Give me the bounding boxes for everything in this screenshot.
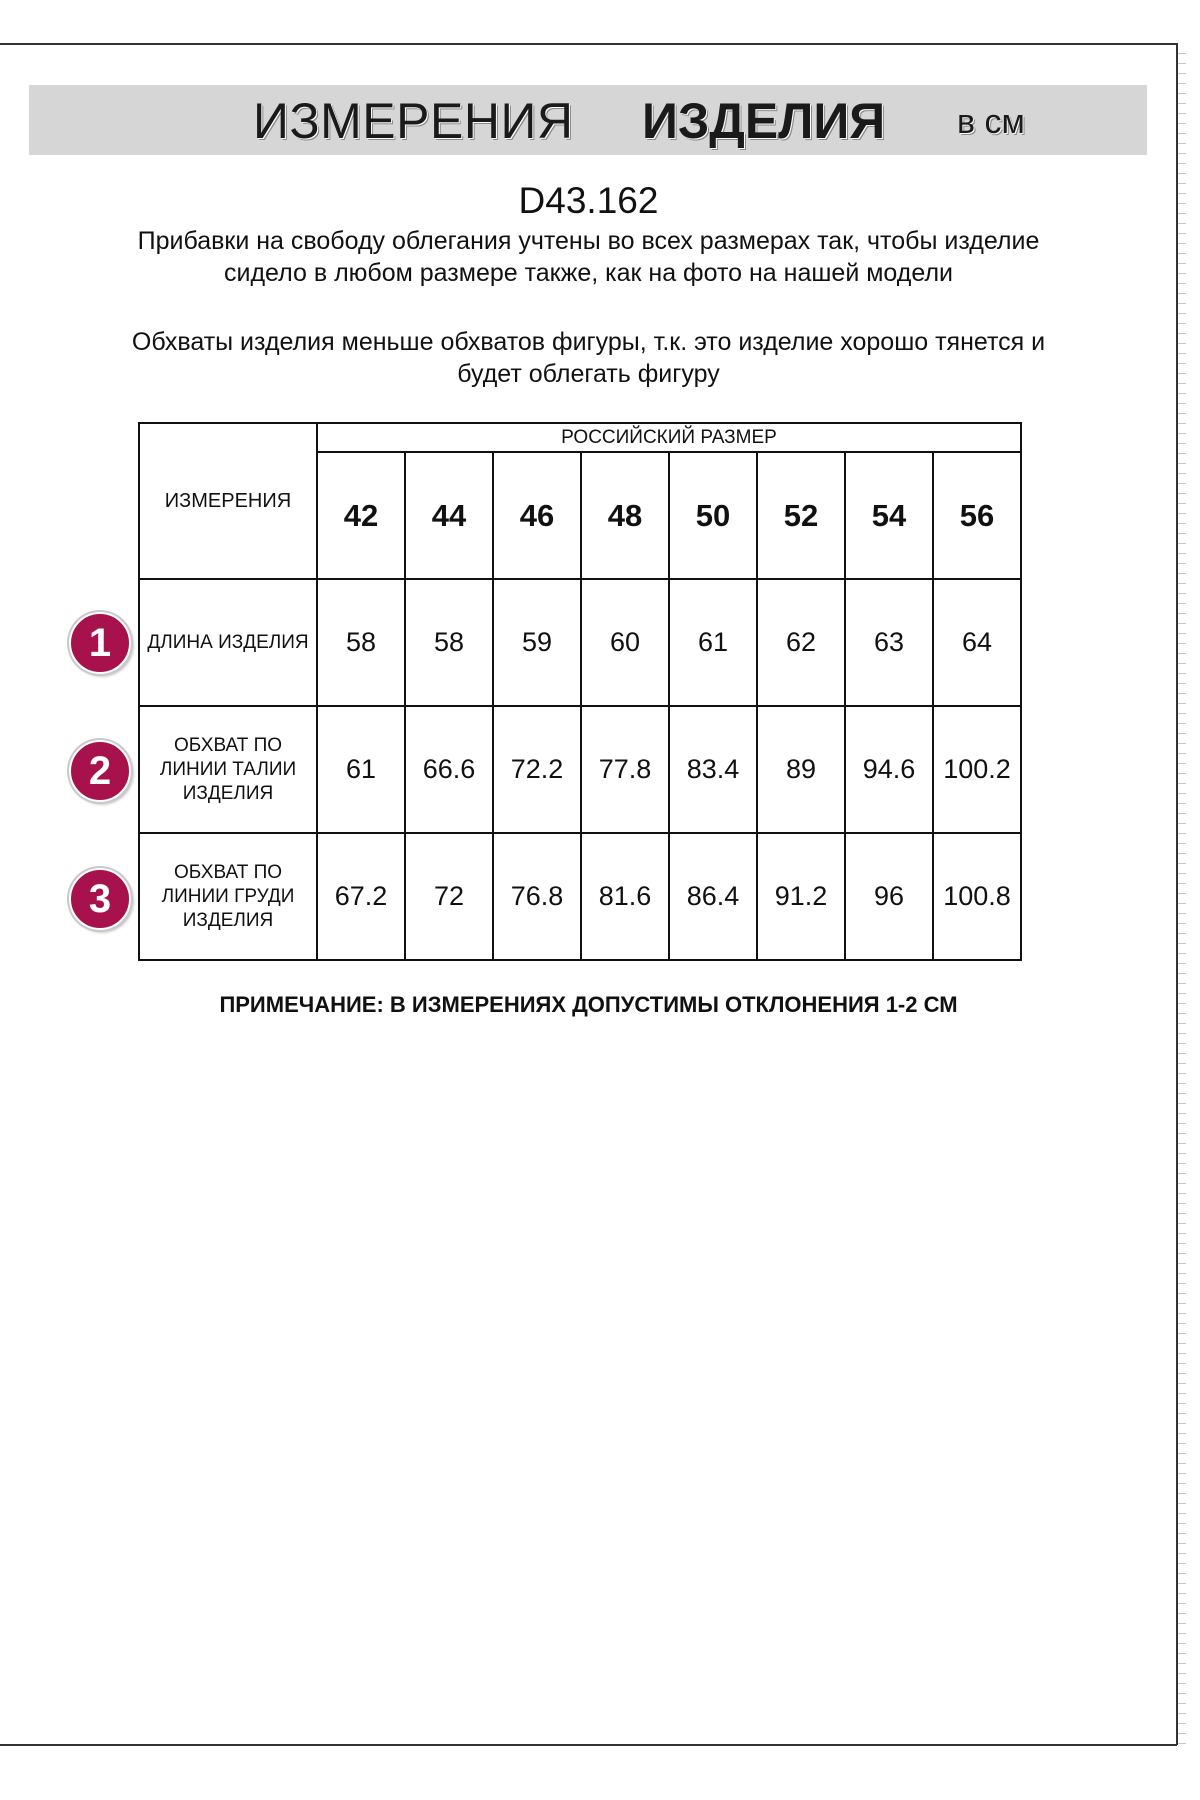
title-bar bbox=[29, 85, 1147, 155]
table-cell: 94.6 bbox=[845, 706, 933, 833]
size-header: 48 bbox=[581, 452, 669, 579]
row-label: ОБХВАТ ПО ЛИНИИ ГРУДИ ИЗДЕЛИЯ bbox=[139, 833, 317, 960]
row-label: ОБХВАТ ПО ЛИНИИ ТАЛИИ ИЗДЕЛИЯ bbox=[139, 706, 317, 833]
table-cell: 67.2 bbox=[317, 833, 405, 960]
table-cell: 64 bbox=[933, 579, 1021, 706]
page-frame-bottom bbox=[0, 1744, 1177, 1746]
table-cell: 77.8 bbox=[581, 706, 669, 833]
table-row-chest bbox=[139, 833, 1021, 960]
table-cell: 58 bbox=[317, 579, 405, 706]
title-measurements: ИЗМЕРЕНИЯ bbox=[253, 93, 574, 149]
table-cell: 58 bbox=[405, 579, 493, 706]
table-cell: 61 bbox=[669, 579, 757, 706]
size-header: 44 bbox=[405, 452, 493, 579]
table-cell: 66.6 bbox=[405, 706, 493, 833]
table-cell: 63 bbox=[845, 579, 933, 706]
table-cell: 62 bbox=[757, 579, 845, 706]
size-table bbox=[138, 422, 1022, 961]
size-header: 46 bbox=[493, 452, 581, 579]
table-cell: 100.8 bbox=[933, 833, 1021, 960]
measurements-header: ИЗМЕРЕНИЯ bbox=[139, 423, 317, 579]
title-unit: в см bbox=[957, 103, 1025, 141]
number-badge-3: 3 bbox=[69, 868, 131, 930]
size-header: 50 bbox=[669, 452, 757, 579]
table-cell: 100.2 bbox=[933, 706, 1021, 833]
table-cell: 76.8 bbox=[493, 833, 581, 960]
table-cell: 83.4 bbox=[669, 706, 757, 833]
size-header: 52 bbox=[757, 452, 845, 579]
row-label: ДЛИНА ИЗДЕЛИЯ bbox=[139, 579, 317, 706]
title-product: ИЗДЕЛИЯ bbox=[642, 93, 886, 149]
number-badge-1: 1 bbox=[69, 612, 131, 674]
edge-ruler bbox=[1178, 44, 1186, 1744]
size-group-header: РОССИЙСКИЙ РАЗМЕР bbox=[317, 423, 1021, 452]
table-cell: 81.6 bbox=[581, 833, 669, 960]
table-cell: 96 bbox=[845, 833, 933, 960]
table-cell: 86.4 bbox=[669, 833, 757, 960]
table-cell: 91.2 bbox=[757, 833, 845, 960]
number-badge-2: 2 bbox=[69, 740, 131, 802]
size-header: 56 bbox=[933, 452, 1021, 579]
table-cell: 60 bbox=[581, 579, 669, 706]
size-header: 54 bbox=[845, 452, 933, 579]
tolerance-footnote: ПРИМЕЧАНИЕ: В ИЗМЕРЕНИЯХ ДОПУСТИМЫ ОТКЛОНЕНИЯ 1-2 СМ bbox=[219, 992, 958, 1017]
table-cell: 72 bbox=[405, 833, 493, 960]
stretch-note: Обхваты изделия меньше обхватов фигуры, т.к. это изделие хорошо тянется и будет облегать фигуру bbox=[131, 328, 1046, 388]
size-header: 42 bbox=[317, 452, 405, 579]
table-cell: 89 bbox=[757, 706, 845, 833]
table-cell: 72.2 bbox=[493, 706, 581, 833]
fit-allowance-note: Прибавки на свободу облегания учтены во всех размерах так, чтобы изделие сидело в любом размере также, как на фото на нашей модели bbox=[137, 227, 1040, 287]
table-cell: 61 bbox=[317, 706, 405, 833]
page-frame-top bbox=[0, 43, 1177, 45]
article-code: D43.162 bbox=[518, 180, 659, 221]
table-cell: 59 bbox=[493, 579, 581, 706]
table-row-waist bbox=[139, 706, 1021, 833]
table-row-length bbox=[139, 579, 1021, 706]
